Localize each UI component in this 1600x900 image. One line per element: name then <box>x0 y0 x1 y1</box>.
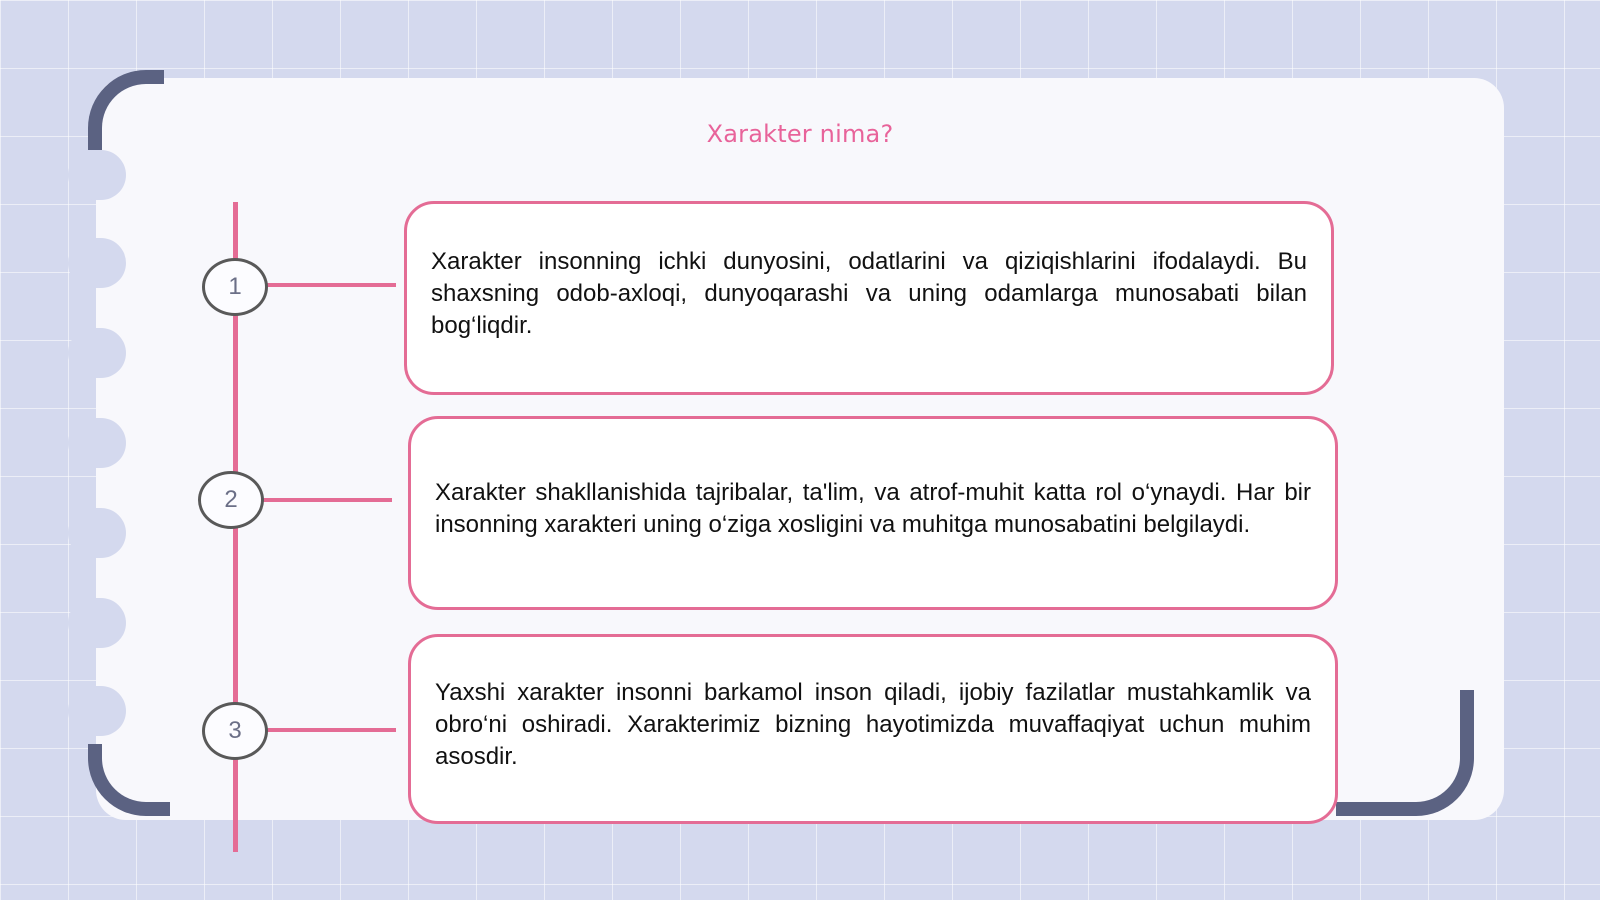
connector-line <box>262 498 392 502</box>
connector-line <box>266 728 396 732</box>
slide-title: Xarakter nima? <box>706 120 894 148</box>
step-number-1: 1 <box>202 258 268 316</box>
paper-notch <box>68 150 126 200</box>
info-box-3 <box>408 634 1338 824</box>
info-box-2 <box>408 416 1338 610</box>
step-number-2: 2 <box>198 471 264 529</box>
info-text-1: Xarakter insonning ichki dunyosini, odatlarini va qiziqishlarini ifodalaydi. Bu shaxsning odob-axloqi, dunyoqarashi va uning odamlarga munosabati bilan bog‘liqdir. <box>431 248 1307 339</box>
info-box-1 <box>404 201 1334 395</box>
connector-line <box>266 283 396 287</box>
paper-notch <box>68 598 126 648</box>
info-text-2: Xarakter shakllanishida tajribalar, ta'lim, va atrof-muhit katta rol o‘ynaydi. Har bir insonning xarakteri uning o‘ziga xosligini va muhitga munosabatini belgilaydi. <box>435 479 1311 538</box>
paper-notch <box>68 508 126 558</box>
info-text-3: Yaxshi xarakter insonni barkamol inson qiladi, ijobiy fazilatlar mustahkamlik va obro‘ni oshiradi. Xarakterimiz bizning hayotimizda muvaffaqiyat uchun muhim asosdir. <box>435 679 1311 770</box>
step-number-3: 3 <box>202 702 268 760</box>
paper-notch <box>68 418 126 468</box>
paper-notch <box>68 238 126 288</box>
frame-corner-bottom-right <box>1336 690 1474 816</box>
paper-notch <box>68 328 126 378</box>
paper-notch <box>68 686 126 736</box>
